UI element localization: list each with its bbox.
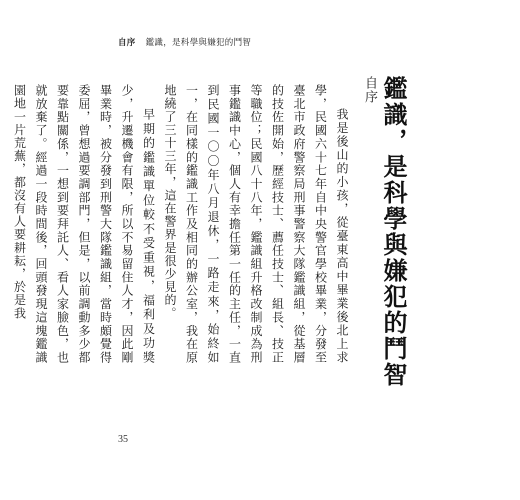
body-paragraph: 我是後山的小孩，從臺東高中畢業後北上求學，民國六十七年自中央警官學校畢業，分發至臺北市政府警察局刑事警察大隊鑑識組，從基層的技佐開始，歷經技士、薦任技士、組長、技正等職位；民國八十八年，鑑識組升格改制成為刑事鑑識中心，個人有幸擔任第一任的主任，一直到民國一〇〇年八月退休，一路走來，始終如一，在同樣的鑑識工作及相同的辦公室，我在原地繞了三十三年，這在警界是很少見的。	[163, 84, 349, 364]
body-paragraph: 早期的鑑識單位較不受重視，福利及功獎少，升遷機會有限，所以不易留住人才，因此剛畢業時，被分發到刑警大隊鑑識組，當時頗覺得委屈，曾想過要調部門，但是，以前調動多少都要靠點關係，一想到要拜託人、看人家臉色，也就放棄了。經過一段時間後，回頭發現這塊鑑識園地一片荒蕪，都沒有人要耕耘，於是我	[12, 84, 156, 364]
page-number: 35	[118, 434, 128, 445]
body-text	[8, 84, 352, 364]
running-head	[118, 36, 251, 48]
running-head-title: 鑑識，是科學與嫌犯的鬥智	[145, 38, 252, 48]
chapter-label: 自序	[362, 76, 377, 104]
chapter-title: 鑑識，是科學與嫌犯的鬥智	[379, 76, 408, 388]
running-head-section: 自序	[118, 38, 136, 48]
